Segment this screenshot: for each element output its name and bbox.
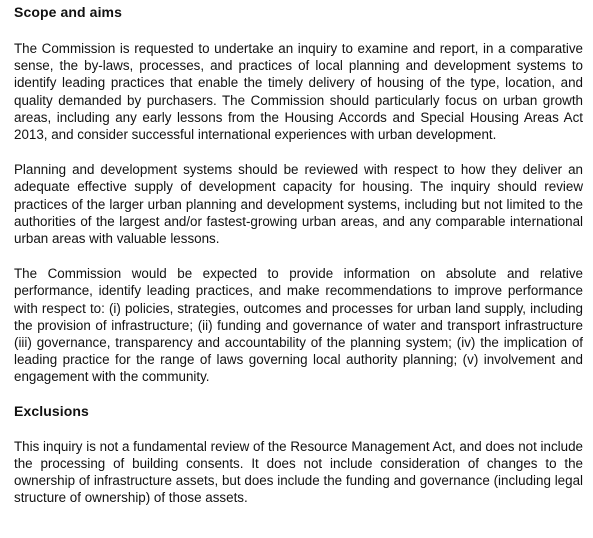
section-heading-exclusions: Exclusions: [14, 402, 89, 419]
section-scope-and-aims: [14, 4, 583, 386]
paragraph-planning-systems: Planning and development systems should be reviewed with respect to how they deliver an adequate effective supply of development capacity for housing. The inquiry should review practices of the larger urban planning and development systems, including but not limited to the authorities of the largest and/or fastest-growing urban areas, and any comparable international urban areas with valuable lessons.: [14, 162, 583, 247]
paragraph-commission-expectations: The Commission would be expected to provide information on absolute and relative performance, identify leading practices, and make recommendations to improve performance with respect to: (i) policies, strategies, outcomes and processes for urban land supply, including the provision of infrastructure; (ii) funding and governance of water and transport infrastructure (iii) governance, transparency and accountability of the planning system; (iv) the implication of leading practice for the range of laws governing local authority planning; (v) involvement and engagement with the community.: [14, 266, 583, 385]
section-heading-scope-and-aims: Scope and aims: [14, 4, 122, 20]
paragraph-exclusions: This inquiry is not a fundamental review of the Resource Management Act, and does not include the processing of building consents. It does not include consideration of changes to the ownership of infrastructure assets, but does include the funding and governance (including legal structure of ownership) of those assets.: [14, 438, 583, 506]
section-exclusions: [14, 403, 583, 507]
paragraph-inquiry-request: The Commission is requested to undertake an inquiry to examine and report, in a comparative sense, the by-laws, processes, and practices of local planning and development systems to identify leading practices that enable the timely delivery of housing of the type, location, and quality demanded by purchasers. The Commission should particularly focus on urban growth areas, including any early lessons from the Housing Accords and Special Housing Areas Act 2013, and consider successful international experiences with urban development.: [14, 41, 583, 143]
